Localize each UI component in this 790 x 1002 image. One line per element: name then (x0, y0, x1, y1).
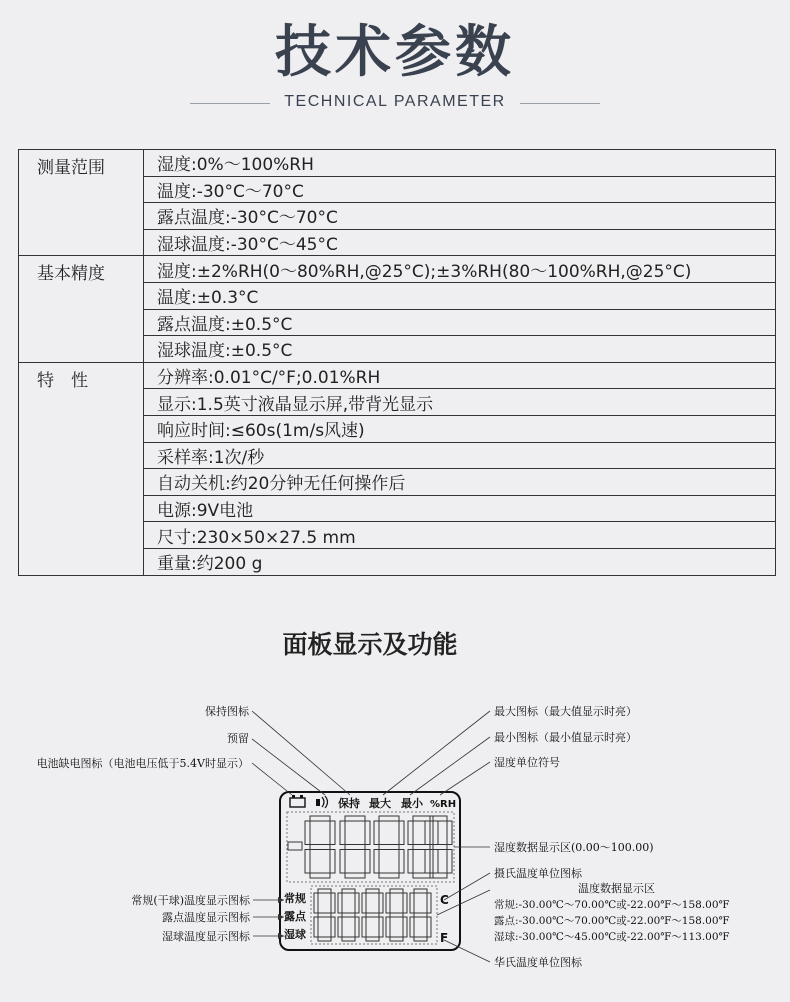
lcd-celsius: C (440, 893, 449, 907)
range-dew: 露点:-30.00℃～70.00℃或-22.00℉～158.00℉ (494, 915, 730, 927)
lcd-min: 最小 (401, 797, 423, 810)
callout-max: 最大图标（最大值显示时亮） (494, 705, 637, 718)
callout-temp-area: 温度数据显示区 (578, 882, 655, 895)
callout-celsius: 摄氏温度单位图标 (494, 867, 582, 880)
spec-category: 特 性 (19, 362, 144, 575)
spec-value: 采样率:1次/秒 (144, 442, 776, 469)
callout-battery: 电池缺电图标（电池电压低于5.4V时显示） (36, 757, 249, 770)
spec-value: 自动关机:约20分钟无任何操作后 (144, 469, 776, 496)
callout-normal: 常规(干球)温度显示图标 (131, 894, 250, 907)
callout-min: 最小图标（最小值显示时亮） (494, 731, 637, 744)
lcd-fahrenheit: F (440, 931, 449, 945)
lcd-max: 最大 (369, 797, 391, 810)
lcd-hold: 保持 (338, 797, 360, 810)
spec-value: 湿度:±2%RH(0～80%RH,@25°C);±3%RH(80～100%RH,@25°C) (144, 256, 776, 283)
range-wet: 湿球:-30.00℃～45.00℃或-22.00℉～113.00℉ (494, 931, 730, 943)
spec-category: 基本精度 (19, 256, 144, 362)
spec-value: 温度:±0.3°C (144, 282, 776, 309)
callout-dew: 露点温度显示图标 (162, 911, 250, 924)
callout-fahrenheit: 华氏温度单位图标 (494, 956, 582, 969)
spec-value: 露点温度:-30°C～70°C (144, 203, 776, 230)
spec-value: 重量:约200 g (144, 548, 776, 575)
callout-humidity-area: 湿度数据显示区(0.00～100.00) (494, 841, 654, 854)
spec-value: 露点温度:±0.5°C (144, 309, 776, 336)
panel-section-title: 面板显示及功能 (282, 630, 458, 659)
callout-wet: 湿球温度显示图标 (162, 930, 250, 943)
spec-value: 湿度:0%～100%RH (144, 150, 776, 177)
lcd-mode-dew: 露点 (284, 910, 306, 923)
spec-value: 分辨率:0.01°C/°F;0.01%RH (144, 362, 776, 389)
spec-value: 显示:1.5英寸液晶显示屏,带背光显示 (144, 389, 776, 416)
spec-value: 湿球温度:-30°C～45°C (144, 229, 776, 256)
spec-category: 测量范围 (19, 150, 144, 256)
range-normal: 常规:-30.00℃～70.00℃或-22.00℉～158.00℉ (494, 899, 730, 911)
page-title: 技术参数 (275, 20, 515, 85)
spec-value: 电源:9V电池 (144, 495, 776, 522)
callout-humidity-unit: 湿度单位符号 (494, 756, 560, 769)
spec-value: 尺寸:230×50×27.5 mm (144, 522, 776, 549)
callout-reserved: 预留 (227, 732, 249, 745)
spec-value: 响应时间:≤60s(1m/s风速) (144, 415, 776, 442)
callout-hold: 保持图标 (205, 705, 249, 718)
page-subtitle: TECHNICAL PARAMETER (284, 93, 506, 110)
spec-value: 温度:-30°C～70°C (144, 176, 776, 203)
lcd-mode-wet: 湿球 (284, 928, 306, 941)
lcd-rh: %RH (430, 799, 457, 810)
lcd-mode-normal: 常规 (284, 892, 306, 905)
spec-value: 湿球温度:±0.5°C (144, 336, 776, 363)
